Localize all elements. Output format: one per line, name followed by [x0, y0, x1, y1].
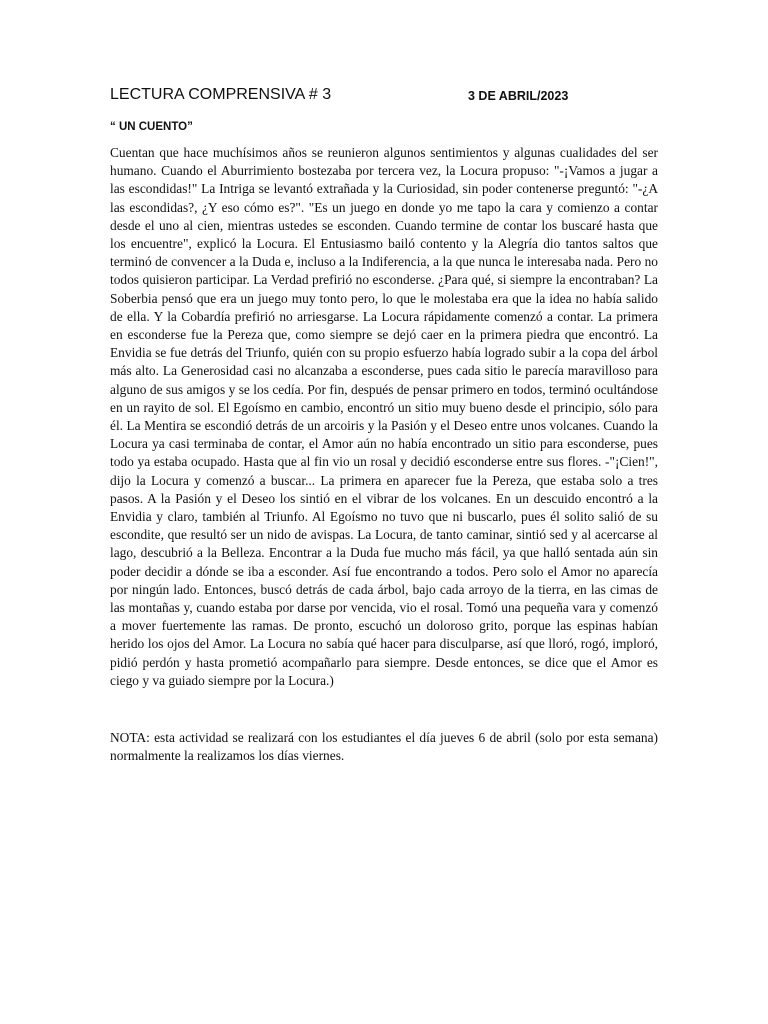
- story-text: Cuentan que hace muchísimos años se reunieron algunos sentimientos y algunas cualidades del ser humano. Cuando el Aburrimiento bostezaba por tercera vez, la Locura propuso: "-¡Vamos a jugar a las escondidas!" La Intriga se levantó extrañada y la Curiosidad, sin poder contenerse preguntó: "-¿A las escondidas?, ¿Y eso cómo es?". "Es un juego en donde yo me tapo la cara y comienzo a contar desde el uno al cien, mientras ustedes se esconden. Cuando termine de contar los buscaré hasta que los encuentre", explicó la Locura. El Entusiasmo bailó contento y la Alegría dio tantos saltos que terminó de convencer a la Duda e, incluso a la Indiferencia, a la que nunca le interesaba nada. Pero no todos quisieron participar. La Verdad prefirió no esconderse. ¿Para qué, si siempre la encontraban? La Soberbia pensó que era un juego muy tonto pero, lo que le molestaba era que la idea no había salido de ella. Y la Cobardía prefirió no arriesgarse. La Locura rápidamente comenzó a contar. La primera en esconderse fue la Pereza que, como siempre se dejó caer en la primera piedra que encontró. La Envidia se fue detrás del Triunfo, quién con su propio esfuerzo había logrado subir a la copa del árbol más alto. La Generosidad casi no alcanzaba a esconderse, pues cada sitio le parecía maravilloso para alguno de sus amigos y se los cedía. Por fin, después de pensar primero en todos, terminó ocultándose en un rayito de sol. El Egoísmo en cambio, encontró un sitio muy bueno desde el principio, sólo para él. La Mentira se escondió detrás de un arcoiris y la Pasión y el Deseo entre unos volcanes. Cuando la Locura ya casi terminaba de contar, el Amor aún no había encontrado un sitio para esconderse, pues todo ya estaba ocupado. Hasta que al fin vio un rosal y decidió esconderse entre sus flores. -"¡Cien!", dijo la Locura y comenzó a buscar... La primera en aparecer fue la Pereza, que estaba solo a tres pasos. A la Pasión y el Deseo los sintió en el vibrar de los volcanes. En un descuido encontró a la Envidia y claro, también al Triunfo. Al Egoísmo no tuvo que ni buscarlo, pues él solito salió de su escondite, que resultó ser un nido de avispas. La Locura, de tanto caminar, sintió sed y al acercarse al lago, descubrió a la Belleza. Encontrar a la Duda fue mucho más fácil, ya que halló sentada aún sin poder decidir a dónde se iba a esconder. Así fue encontrando a todos. Pero solo el Amor no aparecía por ningún lado. Entonces, buscó detrás de cada árbol, bajo cada arroyo de la tierra, en las cimas de las montañas y, cuando estaba por darse por vencida, vio el rosal. Tomó una pequeña vara y comenzó a mover fuertemente las ramas. De pronto, escuchó un doloroso grito, porque las espinas habían herido los ojos del Amor. La Locura no sabía qué hacer para disculparse, así que lloró, rogó, imploró, pidió perdón y hasta prometió acompañarlo para siempre. Desde entonces, se dice que el Amor es ciego y va guiado siempre por la Locura.): [110, 145, 658, 688]
- note-text: NOTA: esta actividad se realizará con los estudiantes el día jueves 6 de abril (solo por esta semana) normalmente la realizamos los días viernes.: [110, 730, 658, 764]
- document-date: 3 DE ABRIL/2023: [468, 89, 569, 103]
- document-title: LECTURA COMPRENSIVA # 3: [110, 86, 332, 103]
- document-header: [110, 86, 662, 110]
- story-subtitle: “ UN CUENTO”: [110, 121, 193, 133]
